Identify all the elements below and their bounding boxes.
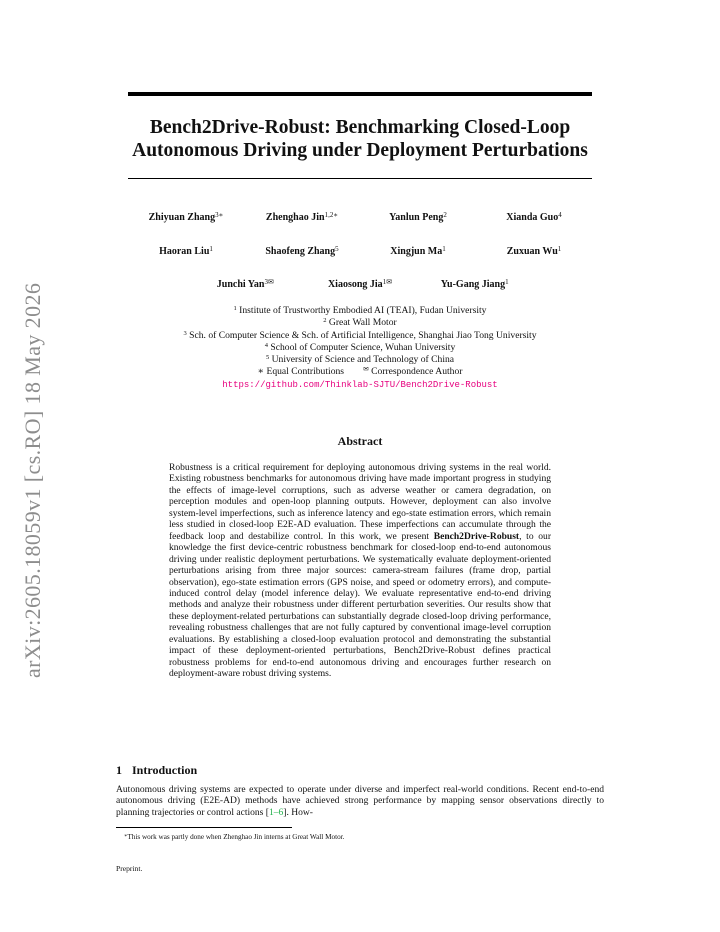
- author: Xianda Guo$^4$: [506, 211, 562, 223]
- citation-link[interactable]: 1–6: [268, 806, 284, 818]
- author: Xiaosong Jia$^{1✉}$: [327, 278, 393, 290]
- affiliation: $^2$ Great Wall Motor: [323, 317, 397, 329]
- author-row-1: [128, 212, 592, 223]
- affiliation: $^5$ University of Science and Technology of China: [265, 354, 455, 366]
- title-bottom-rule: [128, 178, 592, 179]
- author: Shaofeng Zhang$^5$: [265, 245, 339, 257]
- author: Zhiyuan Zhang$^{3∗}$: [148, 211, 224, 223]
- author: Junchi Yan$^{3✉}$: [216, 278, 274, 290]
- arxiv-identifier: [14, 258, 52, 678]
- author: Zuxuan Wu$^1$: [506, 245, 562, 257]
- section-heading-introduction: 1 Introduction: [116, 763, 198, 777]
- affiliation: $^1$ Institute of Trustworthy Embodied AI (TEAI), Fudan University: [233, 305, 487, 316]
- arxiv-identifier-text: arXiv:2605.18059v1 [cs.RO] 18 May 2026: [20, 282, 45, 678]
- title-top-rule: [128, 92, 592, 96]
- footnote-rule: [116, 827, 292, 828]
- author: Zhenghao Jin$^{1,2∗}$: [265, 211, 339, 223]
- abstract-text: Robustness is a critical requirement for deploying autonomous driving systems in the real world. Existing robustness benchmarks for autonomous driving have made important progress in studying the effects of image-level corruptions, such as adverse weather or camera degradation, on perception modules and open-loop planning outputs. However, deployment can also involve system-level imperfections, such as inference latency and ego-state estimation errors, which remain less studied in closed-loop E2E-AD evaluation. These imperfections can accumulate through the feedback loop and destabilize control. In this work, we present Bench2Drive-Robust, to our knowledge the first device-centric robustness benchmark for closed-loop end-to-end autonomous driving under realistic deployment perturbations. We systematically evaluate deployment-oriented perturbations arising from three major sources: camera-stream failures (frame drop, partial observation), ego-state estimation errors (GPS noise, and speed or odometry errors), and compute-induced control delay (model inference delay). We evaluate representative end-to-end driving methods and analyze their robustness under different perturbation severities. Our results show that these deployment-related perturbations can substantially degrade closed-loop driving performance, revealing robustness challenges that are not fully captured by conventional image-level corruption evaluations. By establishing a closed-loop evaluation protocol and demonstrating the substantial impact of these deployment-oriented perturbations, Bench2Drive-Robust defines practical robustness problems for end-to-end autonomous driving and encourages further research on deployment-aware robust driving systems.: [169, 462, 552, 680]
- repository-link[interactable]: https://github.com/Thinklab-SJTU/Bench2Drive-Robust: [222, 379, 498, 390]
- footnote: ∗This work was partly done when Zhenghao Jin interns at Great Wall Motor.: [124, 833, 345, 841]
- author: Yu-Gang Jiang$^1$: [440, 278, 509, 290]
- affiliation: $^4$ School of Computer Science, Wuhan University: [264, 341, 456, 353]
- introduction-text: Autonomous driving systems are expected to operate under diverse and imperfect real-world conditions. Recent end-to-end autonomous driving (E2E-AD) methods have achieved strong performance by mapping sensor observations directly to planning trajectories or control actions [1–6]. How-: [116, 784, 604, 818]
- author-row-2: [128, 246, 592, 257]
- author-row-3: [188, 279, 532, 290]
- affiliations: [100, 305, 620, 391]
- affiliation: $^3$ Sch. of Computer Science & Sch. of Artificial Intelligence, Shanghai Jiao Tong University: [183, 329, 537, 341]
- author: Haoran Liu$^1$: [159, 245, 213, 257]
- author: Yanlun Peng$^2$: [389, 211, 447, 223]
- paper-title: [128, 116, 592, 162]
- author: Xingjun Ma$^1$: [390, 245, 446, 257]
- title-line-1: Bench2Drive-Robust: Benchmarking Closed-Loop: [149, 117, 571, 138]
- contribution-notes: ∗ Equal Contributions ✉ Correspondence Author: [257, 366, 463, 378]
- preprint-label: Preprint.: [116, 864, 143, 873]
- abstract-heading: Abstract: [337, 434, 383, 448]
- title-line-2: Autonomous Driving under Deployment Perturbations: [132, 140, 588, 161]
